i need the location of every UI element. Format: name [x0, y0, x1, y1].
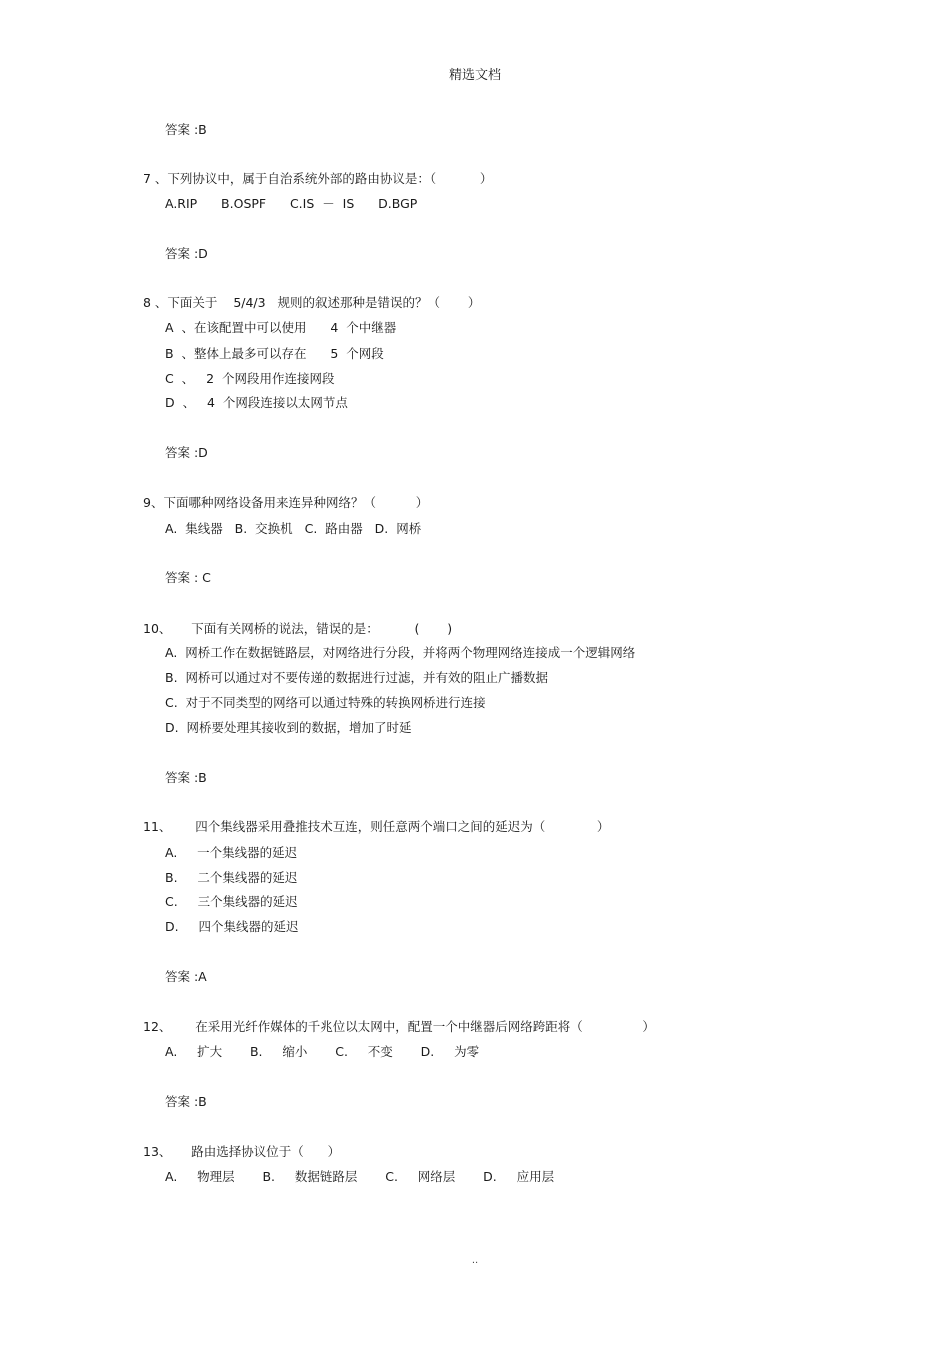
q11-option-b: B. 二个集线器的延迟 — [165, 870, 298, 885]
q8-option-b: B 、整体上最多可以存在 5 个网段 — [165, 346, 384, 361]
q12-options: A. 扩大 B. 缩小 C. 不变 D. 为零 — [165, 1044, 480, 1059]
q9-options: A. 集线器 B. 交换机 C. 路由器 D. 网桥 — [165, 521, 422, 536]
q9-answer: 答案 : C — [165, 570, 211, 585]
q11-option-c: C. 三个集线器的延迟 — [165, 894, 298, 909]
q11-answer: 答案 :A — [165, 969, 207, 984]
q7-stem: 7 、下列协议中，属于自治系统外部的路由协议是：（ ） — [143, 171, 493, 186]
q12-stem: 12、 在采用光纤作媒体的千兆位以太网中，配置一个中继器后网络跨距将（ ） — [143, 1019, 655, 1034]
answer-prev: 答案 :B — [165, 122, 207, 137]
q10-option-c: C. 对于不同类型的网络可以通过特殊的转换网桥进行连接 — [165, 695, 486, 710]
q7-answer: 答案 :D — [165, 246, 208, 261]
q11-stem: 11、 四个集线器采用叠推技术互连，则任意两个端口之间的延迟为（ ） — [143, 819, 610, 834]
q13-options: A. 物理层 B. 数据链路层 C. 网络层 D. 应用层 — [165, 1169, 555, 1184]
q12-answer: 答案 :B — [165, 1094, 207, 1109]
q10-option-b: B. 网桥可以通过对不要传递的数据进行过滤，并有效的阻止广播数据 — [165, 670, 548, 685]
q8-option-c: C 、 2 个网段用作连接网段 — [165, 371, 335, 386]
q8-stem: 8 、下面关于 5/4/3 规则的叙述那种是错误的？（ ） — [143, 295, 481, 310]
page-header: 精选文档 — [448, 68, 501, 83]
q10-option-a: A. 网桥工作在数据链路层，对网络进行分段，并将两个物理网络连接成一个逻辑网络 — [165, 645, 636, 660]
q8-option-d: D 、 4 个网段连接以太网节点 — [165, 395, 348, 410]
q10-option-d: D. 网桥要处理其接收到的数据，增加了时延 — [165, 720, 412, 735]
q8-option-a: A 、在该配置中可以使用 4 个中继器 — [165, 320, 397, 335]
q11-option-a: A. 一个集线器的延迟 — [165, 845, 298, 860]
q9-stem: 9、下面哪种网络设备用来连异种网络？（ ） — [143, 495, 429, 510]
q13-stem: 13、 路由选择协议位于（ ） — [143, 1144, 341, 1159]
q7-options: A.RIP B.OSPF C.IS － IS D.BGP — [165, 196, 418, 211]
q10-stem: 10、 下面有关网桥的说法，错误的是： ( ) — [143, 621, 453, 636]
q11-option-d: D. 四个集线器的延迟 — [165, 919, 299, 934]
q8-answer: 答案 :D — [165, 445, 208, 460]
page-footer: .. — [471, 1255, 479, 1266]
q10-answer: 答案 :B — [165, 770, 207, 785]
